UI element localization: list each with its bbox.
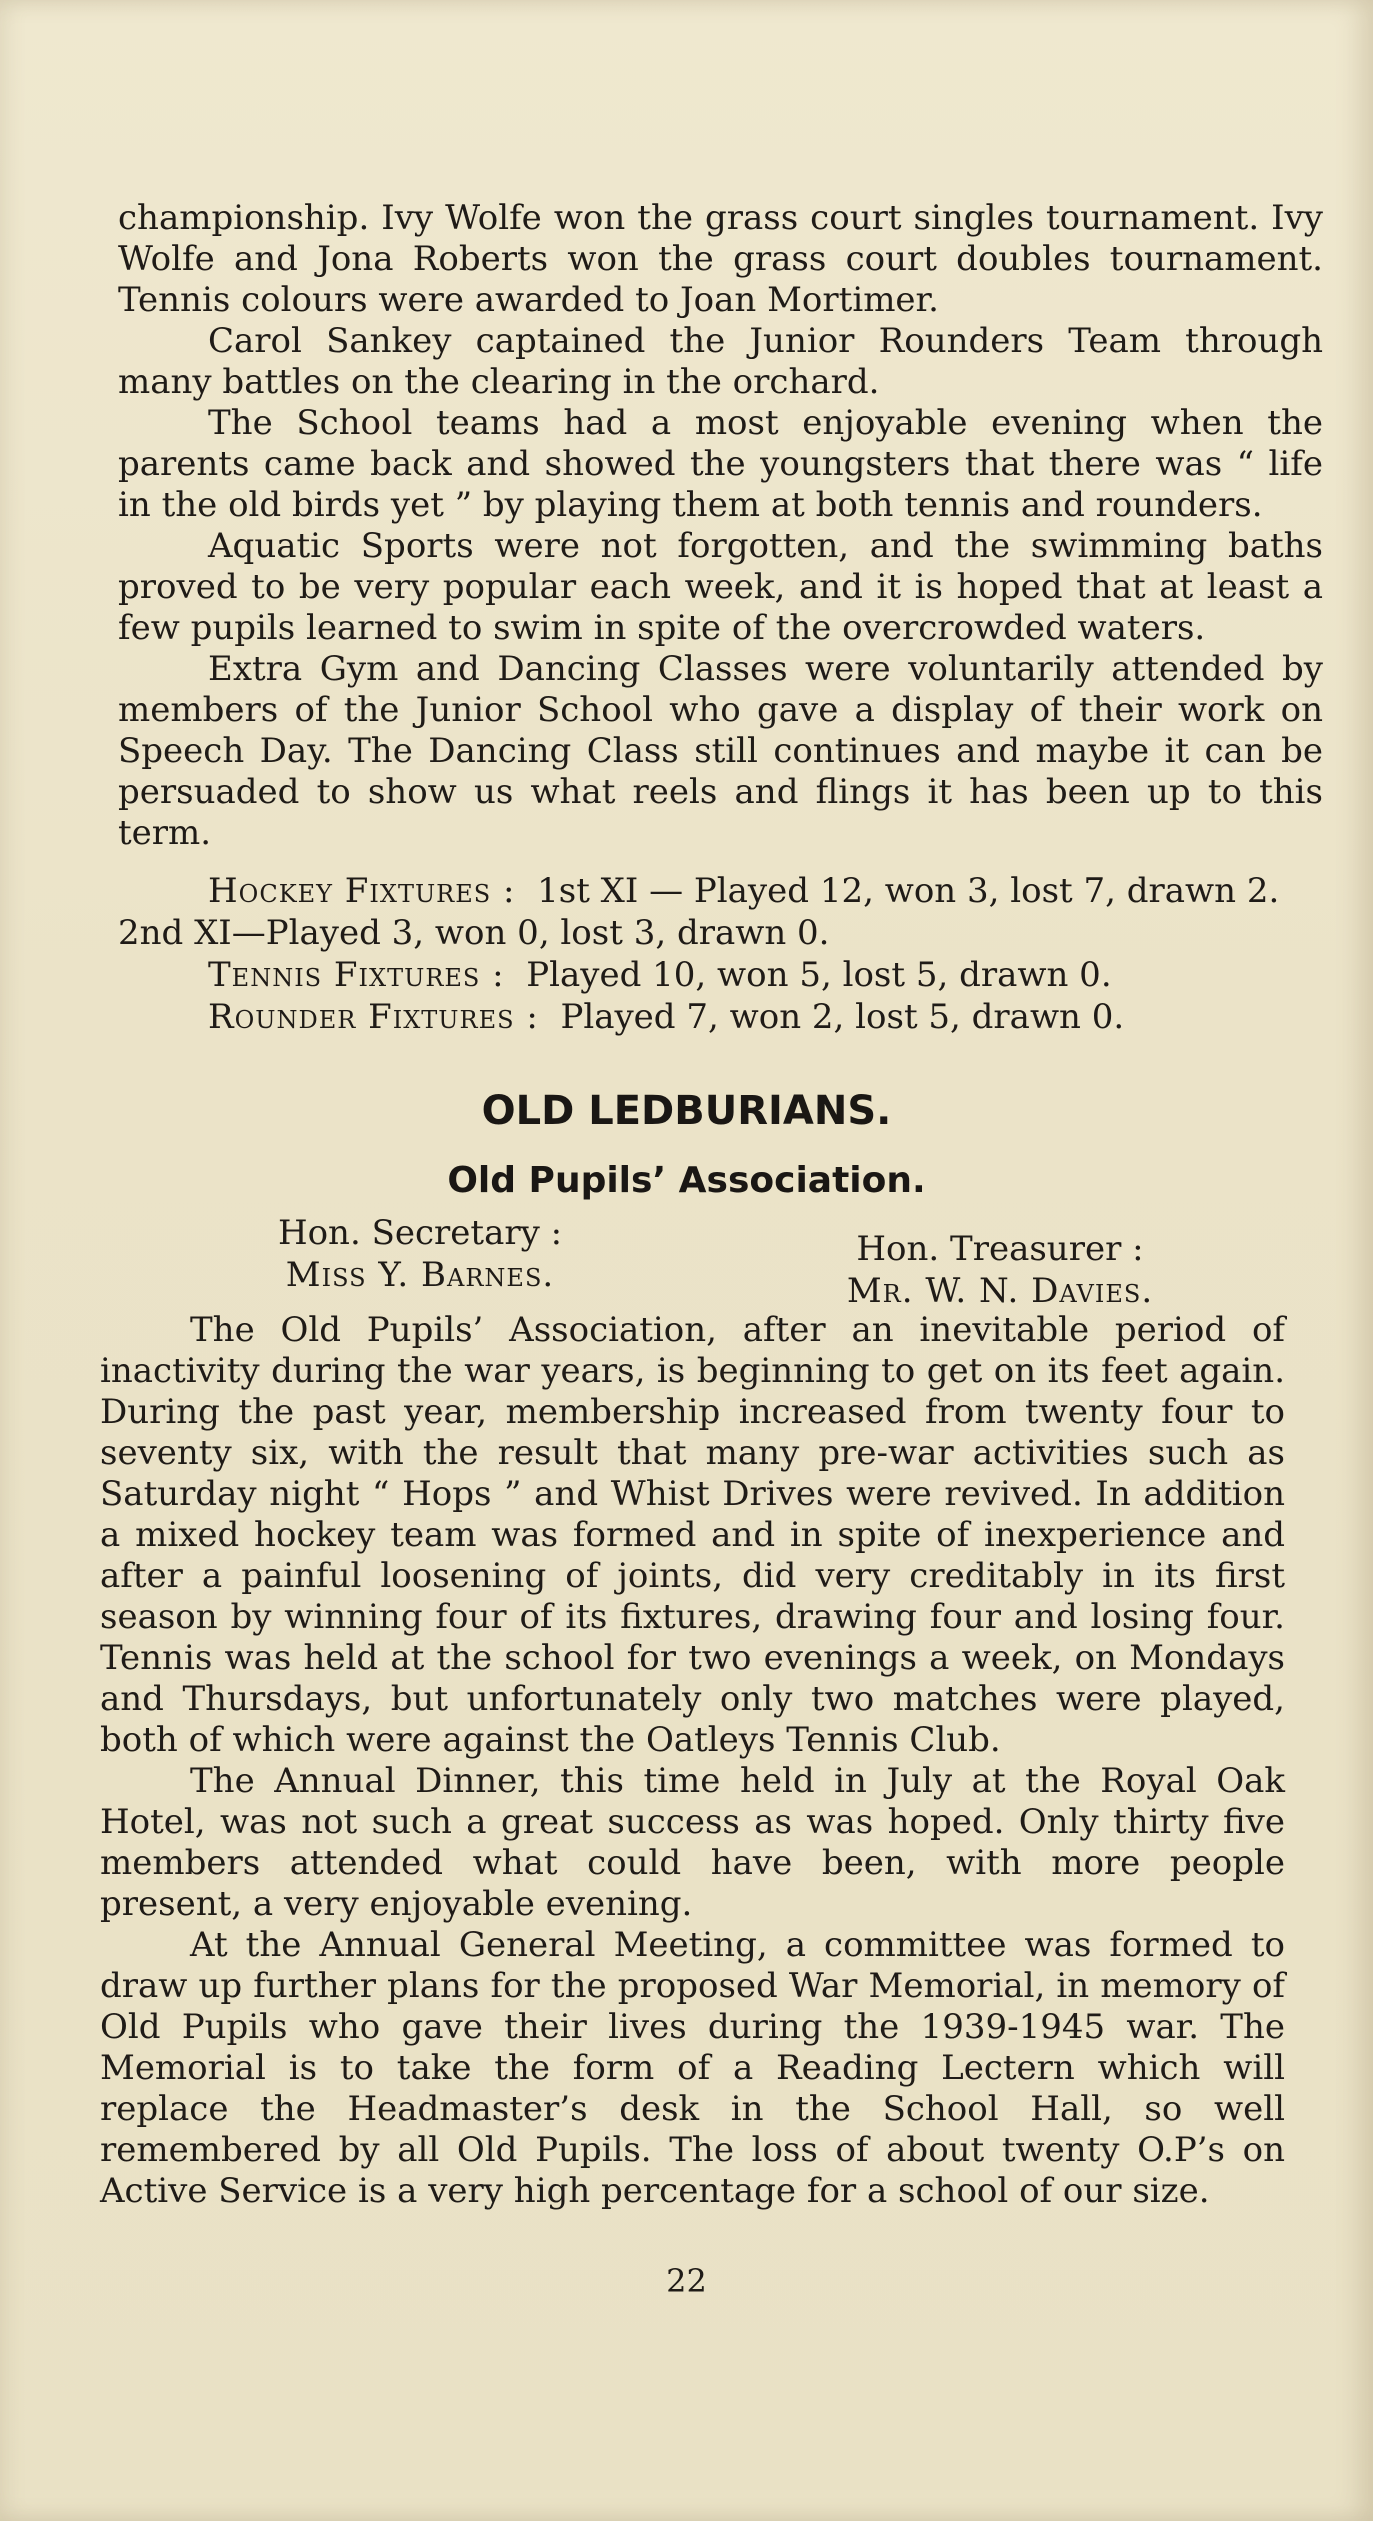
section-title: OLD LEDBURIANS. (481, 1088, 892, 1134)
fixture-label: Hockey Fixtures : (208, 871, 516, 911)
fixture-tennis (118, 954, 1323, 996)
secretary-name: Miss Y. Barnes. (285, 1255, 555, 1295)
fixture-result: Played 7, won 2, lost 5, drawn 0. (560, 997, 1125, 1037)
fixture-label: Tennis Fixtures : (208, 955, 505, 995)
fixture-result: Played 10, won 5, lost 5, drawn 0. (526, 955, 1112, 995)
treasurer-name: Mr. W. N. Davies. (846, 1271, 1154, 1311)
paragraph-junior-rounders: Carol Sankey captained the Junior Rounders Team through many battles on the clearing in the orchard. (118, 321, 1323, 402)
page-number: 22 (666, 2262, 707, 2300)
fixture-hockey (118, 870, 1323, 954)
paragraph-aquatic-sports: Aquatic Sports were not forgotten, and the swimming baths proved to be very popular each week, and it is hoped that at least a few pupils learned to swim in spite of the overcrowded waters. (118, 526, 1323, 648)
paragraph-gym-dancing: Extra Gym and Dancing Classes were voluntarily attended by members of the Junior School who gave a display of their work on Speech Day. The Dancing Class still continues and maybe it can be persuaded to show us what reels and flings it has been up to this term. (118, 649, 1323, 853)
association-report-text (100, 1310, 1285, 2212)
paragraph-association-activity: The Old Pupils’ Association, after an inevitable period of inactivity during the war years, is beginning to get on its feet again. During the past year, membership increased from twenty four to seventy six, with the result that many pre-war activities such as Saturday night “ Hops ” and Whist Drives were revived. In addition a mixed hockey team was formed and in spite of inexperience and after a painful loosening of joints, did very creditably in its first season by winning four of its fixtures, drawing four and losing four. Tennis was held at the school for two evenings a week, on Mondays and Thursdays, but unfortunately only two matches were played, both of which were against the Oatleys Tennis Club. (100, 1310, 1285, 1760)
paragraph-annual-dinner: The Annual Dinner, this time held in July at the Royal Oak Hotel, was not such a great success as was hoped. Only thirty five members attended what could have been, with more people present, a very enjoyable evening. (100, 1761, 1285, 1924)
fixture-result: 1st XI — Played 12, won 3, lost 7, drawn 2. 2nd XI—Played 3, won 0, lost 3, drawn 0. (118, 871, 1280, 953)
secretary-block (200, 1212, 640, 1296)
treasurer-role: Hon. Treasurer : (856, 1229, 1144, 1269)
secretary-role: Hon. Secretary : (277, 1213, 563, 1253)
treasurer-block (760, 1228, 1240, 1312)
sports-report-text (118, 198, 1323, 854)
fixtures-list (118, 870, 1323, 1038)
section-subtitle: Old Pupils’ Association. (447, 1160, 926, 1201)
fixture-rounders (118, 996, 1323, 1038)
paragraph-parents-match: The School teams had a most enjoyable evening when the parents came back and showed the youngsters that there was “ life in the old birds yet ” by playing them at both tennis and rounders. (118, 403, 1323, 525)
paragraph-war-memorial: At the Annual General Meeting, a committee was formed to draw up further plans for the proposed War Memorial, in memory of Old Pupils who gave their lives during the 1939-1945 war. The Memorial is to take the form of a Reading Lectern which will replace the Headmaster’s desk in the School Hall, so well remembered by all Old Pupils. The loss of about twenty O.P’s on Active Service is a very high percentage for a school of our size. (100, 1925, 1285, 2211)
fixture-label: Rounder Fixtures : (208, 997, 539, 1037)
paragraph-tennis-results: championship. Ivy Wolfe won the grass court singles tournament. Ivy Wolfe and Jona Roberts won the grass court doubles tournament. Tennis colours were awarded to Joan Mortimer. (118, 198, 1323, 320)
